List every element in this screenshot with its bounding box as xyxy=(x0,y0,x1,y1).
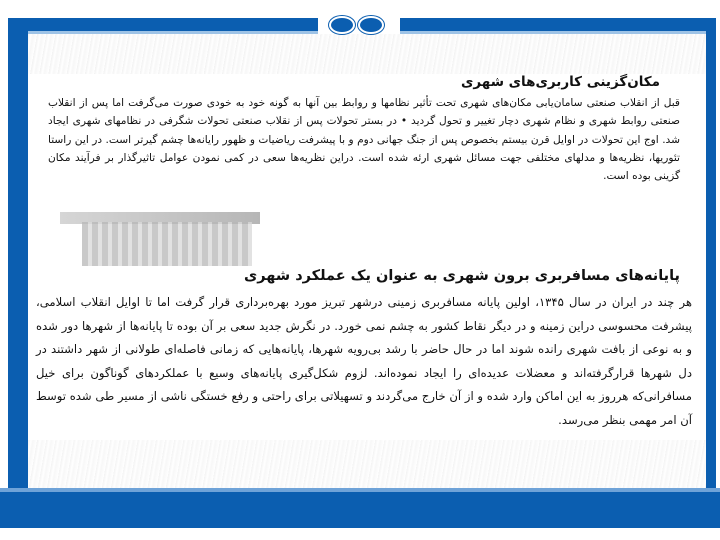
section-urban-land-use xyxy=(48,72,680,185)
section-intercity-terminals xyxy=(36,266,692,433)
ornament-dot-left xyxy=(329,16,355,34)
section-paragraph: هر چند در ایران در سال ۱۳۴۵، اولین پایانه مسافربری زمینی درشهر تبریز مورد بهره‌برداری قرار گرفت اما تا اوایل انقلاب اسلامی، پیشرفت محسوسی دراین زمینه و در دیگر نقاط کشور به چشم نمی خورد. در نگرش جدید سعی بر آن بوده تا پایانه‌ها از شهرها دور شده و به نوعی از بافت شهری رانده شوند اما در حال حاضر با رشد بی‌رویه شهرها، پایانه‌هایی که زمانی فاصله‌ای طولانی از شهر داشتند در دل شهرها قرارگرفته‌اند و معضلات عدیده‌ای را ایجاد نموده‌اند. لزوم شکل‌گیری پایانه‌های وسیع با عملکردهای گوناگون برای خیل مسافرانی‌که هرروز به این اماکن وارد شده و از آن خارج می‌گردند و تسهیلاتی برای راحتی و رفع خستگی ناشی از مسیر طی شده توسط آن امر مهمی بنظر می‌رسد. xyxy=(36,295,693,427)
background-texture-bottom xyxy=(28,440,706,488)
section-heading: مکان‌گزینی کاربری‌های شهری xyxy=(461,74,660,90)
background-texture-top xyxy=(28,34,706,74)
frame-right-bar xyxy=(706,18,716,488)
section-paragraph: قبل از انقلاب صنعتی سامان‌یابی مکان‌های شهری تحت تأثیر نظامها و روابط بین آنها به گونه خود به خودی صورت می‌گرفت اما پس از انقلاب صنعتی روابط شهری و نظام شهری دچار تغییر و تحول گردید • در بستر تحولات پس از نقلاب صنعتی تحولات شگرفی در نظامهای شهری ایجاد شد. اوج این تحولات در اوایل قرن بیستم بخصوص پس از جنگ جهانی دوم و با پیشرفت ریاضیات و ظهور رایانه‌ها چشم گیرتر است. در این راستا تئوریها، نظریه‌ها و مدلهای مختلفی جهت مسائل شهری ارئه شده است. دراین نظریه‌ها سعی در کمی نمودن عوامل تاثیرگذار بر فرآیند مکان گزینی بوده است. xyxy=(48,97,680,183)
frame-bottom-bar xyxy=(0,492,720,528)
section-heading: پایانه‌های مسافربری برون شهری به عنوان یک عملکرد شهری xyxy=(244,268,680,284)
frame-left-bar xyxy=(8,18,28,488)
background-building-image xyxy=(82,222,252,266)
ornament-dot-right xyxy=(358,16,384,34)
